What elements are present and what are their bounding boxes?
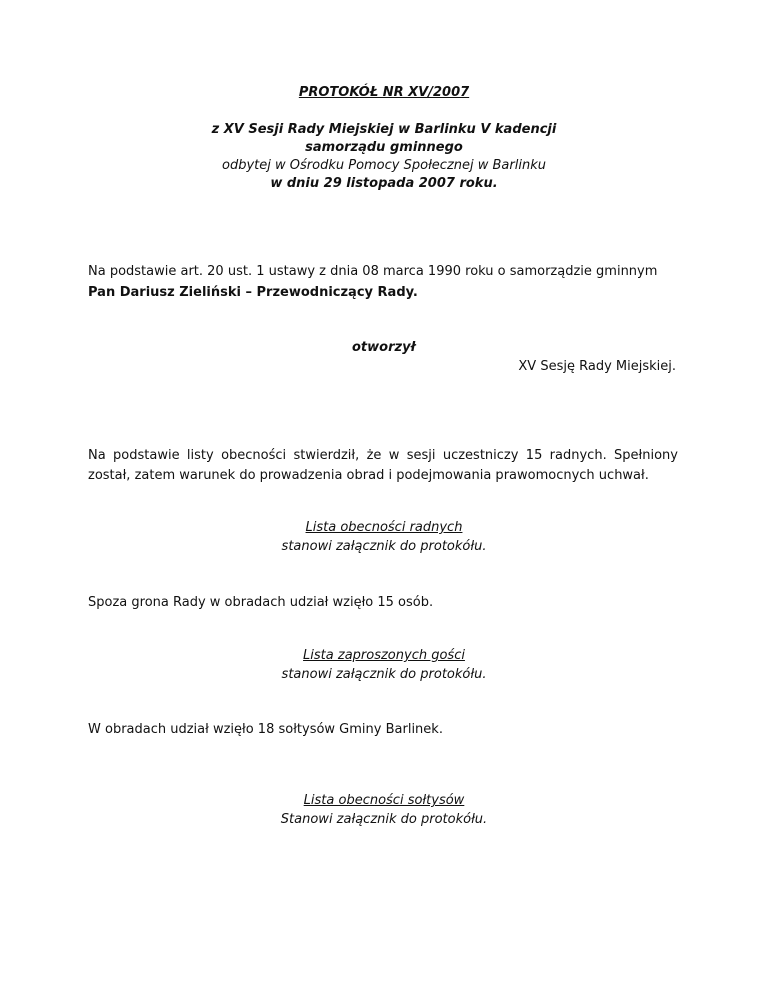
- soltys-text: W obradach udział wzięło 18 sołtysów Gminy Barlinek.: [88, 722, 443, 737]
- opened-verb: otworzył: [352, 340, 416, 355]
- header-line-location: odbytej w Ośrodku Pomocy Społecznej w Barlinku: [222, 158, 546, 173]
- attendance-paragraph: Na podstawie listy obecności stwierdził, że w sesji uczestniczy 15 radnych. Spełniony został, zatem warunek do prowadzenia obrad i podejmowania prawomocnych uchwał.: [88, 448, 678, 483]
- header-line-session: z XV Sesji Rady Miejskiej w Barlinku V kadencji: [211, 122, 557, 137]
- attachment-name-guests: Lista zaproszonych gości: [303, 648, 465, 663]
- opened-object: XV Sesję Rady Miejskiej.: [518, 359, 676, 374]
- attachment-note-councillors: stanowi załącznik do protokółu.: [281, 539, 487, 554]
- document-title: PROTOKÓŁ NR XV/2007: [298, 85, 470, 100]
- attachment-name-soltys: Lista obecności sołtysów: [303, 793, 465, 808]
- header-line-council: samorządu gminnego: [305, 140, 463, 155]
- guests-text: Spoza grona Rady w obradach udział wzięło 15 osób.: [88, 595, 434, 610]
- attachment-note-guests: stanowi załącznik do protokółu.: [281, 667, 487, 682]
- attachment-note-soltys: Stanowi załącznik do protokółu.: [280, 812, 488, 827]
- legal-basis-text: Na podstawie art. 20 ust. 1 ustawy z dnia 08 marca 1990 roku o samorządzie gminnym: [88, 264, 658, 279]
- header-line-date: w dniu 29 listopada 2007 roku.: [270, 176, 498, 191]
- attachment-name-councillors: Lista obecności radnych: [305, 520, 463, 535]
- chairman-name: Pan Dariusz Zieliński – Przewodniczący Rady.: [88, 285, 418, 300]
